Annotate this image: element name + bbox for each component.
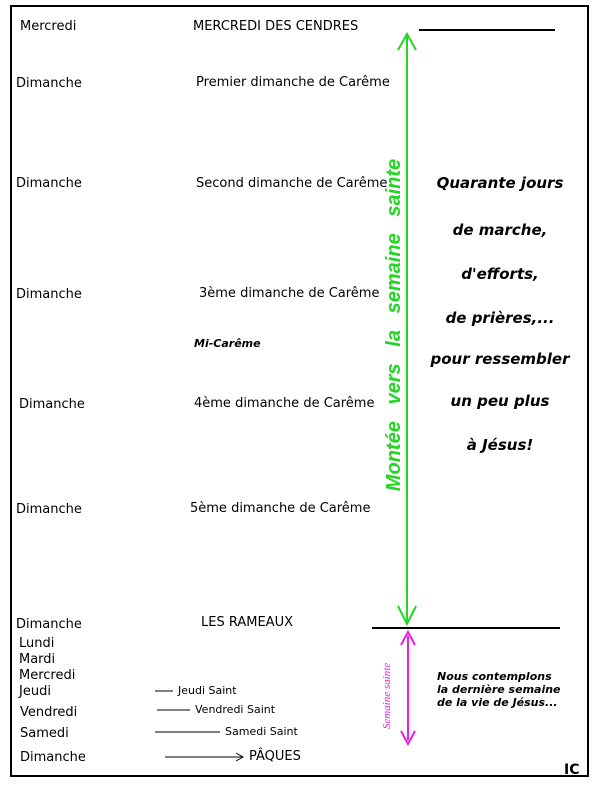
quote-line: à Jésus!	[466, 436, 534, 454]
event-label: LES RAMEAUX	[201, 615, 293, 630]
day-label: Dimanche	[20, 750, 86, 765]
quote-line: de prières,...	[445, 309, 555, 327]
day-label: Jeudi	[19, 684, 51, 699]
day-label: Dimanche	[16, 176, 82, 191]
day-label: Dimanche	[16, 287, 82, 302]
event-label: 4ème dimanche de Carême	[194, 396, 375, 411]
day-label: Lundi	[19, 636, 55, 651]
quote-line: pour ressembler	[430, 350, 570, 368]
day-label: Dimanche	[16, 76, 82, 91]
day-label: Samedi	[20, 726, 69, 741]
day-label: Dimanche	[16, 617, 82, 632]
holy-day-label: Jeudi Saint	[178, 684, 237, 697]
day-label: Mercredi	[19, 668, 76, 683]
note-line: de la vie de Jésus...	[437, 696, 558, 709]
day-label: Dimanche	[16, 502, 82, 517]
day-label: Vendredi	[20, 705, 78, 720]
easter-label: PÂQUES	[249, 749, 301, 764]
day-label: Dimanche	[19, 397, 85, 412]
mi-careme-label: Mi-Carême	[194, 337, 261, 350]
event-label: Premier dimanche de Carême	[196, 75, 390, 90]
signature: IC	[564, 762, 580, 778]
magenta-double-arrow	[401, 632, 415, 744]
quote-line: d'efforts,	[461, 265, 539, 283]
quote-line: un peu plus	[450, 392, 550, 410]
note-line: la dernière semaine	[437, 683, 561, 696]
paques-arrow	[165, 753, 243, 761]
event-label: 3ème dimanche de Carême	[199, 286, 380, 301]
event-label: Second dimanche de Carême	[196, 176, 388, 191]
event-label: MERCREDI DES CENDRES	[193, 19, 359, 34]
holy-week-vertical-label: Semaine sainte	[381, 662, 393, 730]
event-label: 5ème dimanche de Carême	[190, 501, 371, 516]
quote-line: Quarante jours	[436, 174, 564, 192]
holy-day-label: Samedi Saint	[225, 725, 298, 738]
quote-line: de marche,	[452, 221, 548, 239]
ascent-vertical-label: Montée vers la semaine sainte	[383, 158, 405, 492]
holy-day-label: Vendredi Saint	[195, 703, 276, 716]
day-label: Mardi	[19, 652, 56, 667]
day-label: Mercredi	[20, 19, 77, 34]
note-line: Nous contemplons	[437, 670, 552, 683]
